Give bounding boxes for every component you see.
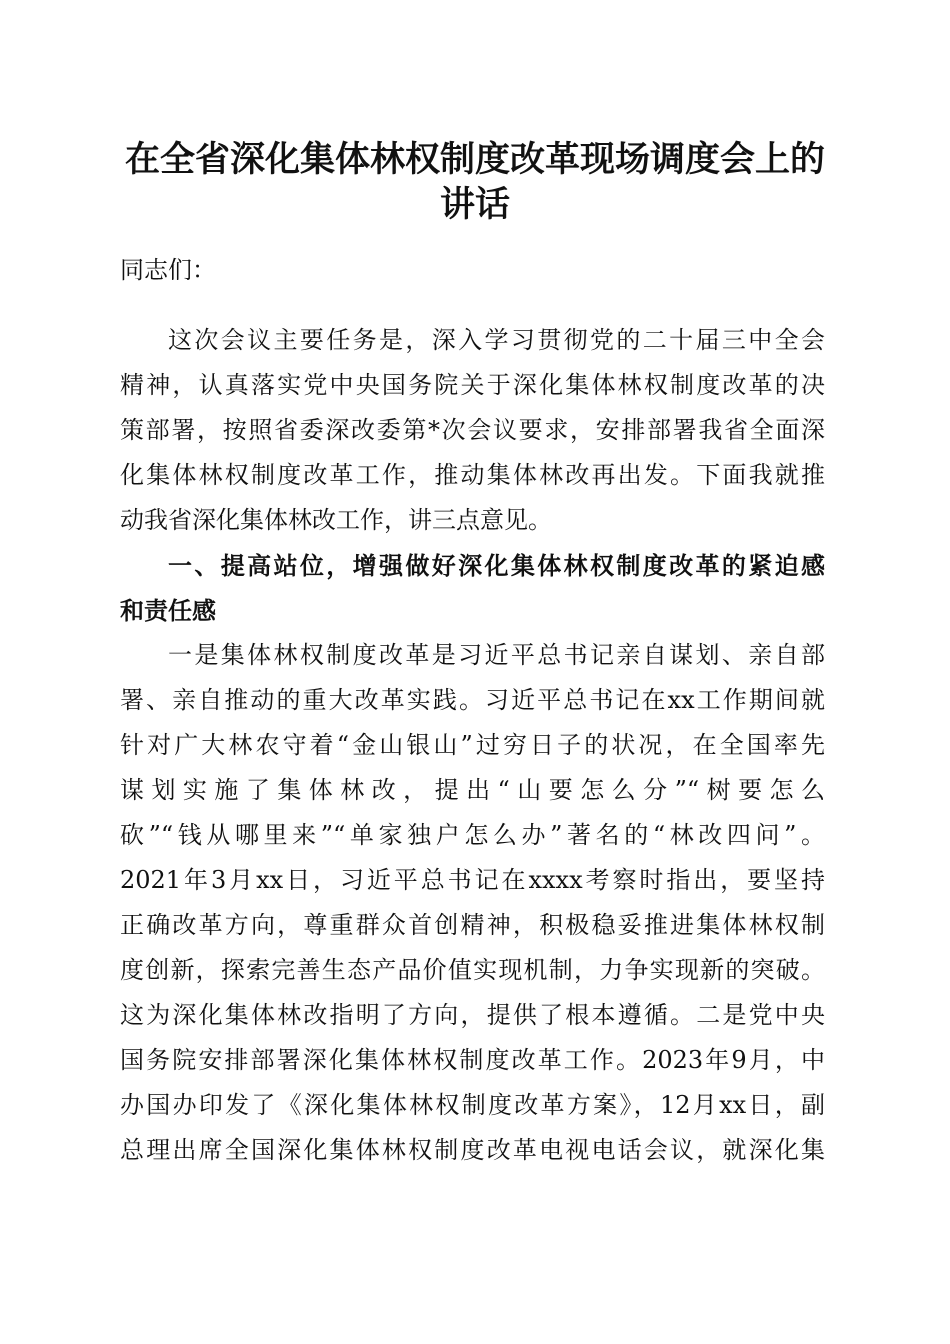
- text-line: 精神，认真落实党中央国务院关于深化集体林权制度改革的决: [120, 371, 825, 399]
- heading-line: 一、提高站位，增强做好深化集体林权制度改革的紧迫感: [168, 551, 825, 580]
- heading-line: 和责任感: [120, 596, 216, 625]
- paragraph-body: [120, 633, 825, 1173]
- section-heading: [120, 543, 825, 633]
- paragraph-intro: [120, 318, 825, 543]
- document-title: [100, 137, 850, 227]
- text-line: 正确改革方向，尊重群众首创精神，积极稳妥推进集体林权制: [120, 911, 825, 939]
- title-line: 在全省深化集体林权制度改革现场调度会上的: [124, 139, 825, 180]
- text-line: 针对广大林农守着“金山银山”过穷日子的状况，在全国率先: [120, 731, 825, 759]
- text-line: 谋划实施了集体林改，提出“山要怎么分”“树要怎么: [120, 776, 825, 804]
- text-line: 砍”“钱从哪里来”“单家独户怎么办”著名的“林改四问”。: [120, 821, 825, 849]
- text-line: 动我省深化集体林改工作，讲三点意见。: [120, 506, 552, 534]
- text-line: 化集体林权制度改革工作，推动集体林改再出发。下面我就推: [120, 461, 825, 489]
- text-line: 国务院安排部署深化集体林权制度改革工作。2023年9月，中: [120, 1046, 825, 1074]
- salutation: 同志们：: [120, 256, 216, 284]
- text-line: 这为深化集体林改指明了方向，提供了根本遵循。二是党中央: [120, 1001, 825, 1029]
- text-line: 办国办印发了《深化集体林权制度改革方案》，12月xx日，副: [120, 1091, 825, 1119]
- document-body: [120, 248, 825, 1173]
- text-line: 策部署，按照省委深改委第*次会议要求，安排部署我省全面深: [120, 416, 825, 444]
- title-line: 讲话: [439, 184, 510, 225]
- text-line: 度创新，探索完善生态产品价值实现机制，力争实现新的突破。: [120, 956, 825, 984]
- text-line: 一是集体林权制度改革是习近平总书记亲自谋划、亲自部: [168, 641, 825, 669]
- text-line: 总理出席全国深化集体林权制度改革电视电话会议，就深化集: [120, 1136, 825, 1164]
- text-line: 署、亲自推动的重大改革实践。习近平总书记在xx工作期间就: [120, 686, 825, 714]
- text-line: 这次会议主要任务是，深入学习贯彻党的二十届三中全会: [168, 326, 825, 354]
- text-line: 2021年3月xx日，习近平总书记在xxxx考察时指出，要坚持: [120, 866, 825, 894]
